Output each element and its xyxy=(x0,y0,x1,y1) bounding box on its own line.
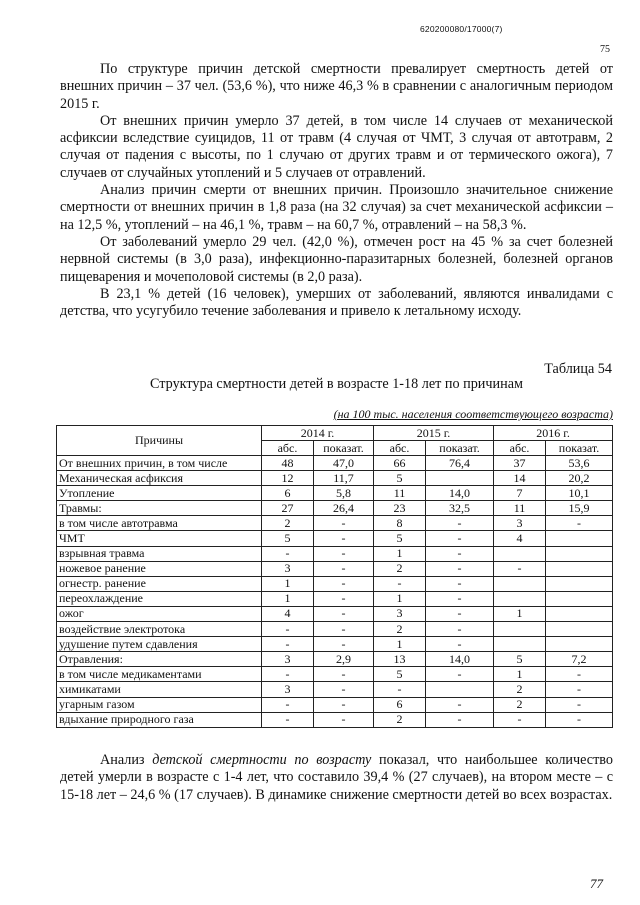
table-row xyxy=(57,682,613,697)
table-cell: 2 xyxy=(494,682,546,697)
table-cell: - xyxy=(426,667,494,682)
table-row xyxy=(57,561,613,576)
table-cell: 2 xyxy=(374,622,426,637)
table-cell: - xyxy=(314,682,374,697)
table-row xyxy=(57,486,613,501)
table-cell: - xyxy=(426,561,494,576)
table-cell: - xyxy=(262,622,314,637)
table-cell xyxy=(426,471,494,486)
paragraph-5: В 23,1 % детей (16 человек), умерших от заболеваний, являются инвалидами с детства, что усугубило течение заболевания и привело к летальному исходу. xyxy=(60,285,613,320)
table-cell: 2,9 xyxy=(314,652,374,667)
table-header-row xyxy=(57,426,613,441)
table-cell: 2 xyxy=(494,697,546,712)
table-cell: 7,2 xyxy=(546,652,613,667)
table-cell: 8 xyxy=(374,516,426,531)
cause-label: химикатами xyxy=(57,682,262,697)
table-cell: 13 xyxy=(374,652,426,667)
table-row xyxy=(57,652,613,667)
table-cell: - xyxy=(314,531,374,546)
table-cell: 1 xyxy=(262,576,314,591)
table-cell: - xyxy=(262,697,314,712)
table-cell: - xyxy=(426,697,494,712)
table-cell: - xyxy=(426,591,494,606)
table-cell: 76,4 xyxy=(426,456,494,471)
table-cell: - xyxy=(314,591,374,606)
subheader-abs: абс. xyxy=(374,441,426,456)
subheader-rate: показат. xyxy=(314,441,374,456)
table-cell: - xyxy=(426,576,494,591)
table-cell: - xyxy=(426,712,494,727)
body-text xyxy=(60,61,613,320)
header-cause: Причины xyxy=(57,426,262,456)
analysis-text-start: Анализ xyxy=(100,752,153,768)
table-cell: 1 xyxy=(374,637,426,652)
cause-label: Отравления: xyxy=(57,652,262,667)
table-cell: 14 xyxy=(494,471,546,486)
table-cell: 15,9 xyxy=(546,501,613,516)
table-row xyxy=(57,576,613,591)
paragraph-4: От заболеваний умерло 29 чел. (42,0 %), отмечен рост на 45 % за счет болезней нервной системы (в 3,0 раза), инфекционно-паразитарных болезней, болезней органов пищеварения и мочеполовой системы (в 2,0 раза). xyxy=(60,233,613,285)
table-cell xyxy=(546,531,613,546)
table-cell: 2 xyxy=(374,561,426,576)
table-cell: - xyxy=(314,546,374,561)
cause-label: угарным газом xyxy=(57,697,262,712)
table-cell: - xyxy=(426,531,494,546)
table-cell: - xyxy=(314,712,374,727)
table-cell xyxy=(546,591,613,606)
table-cell xyxy=(426,682,494,697)
table-cell: - xyxy=(426,516,494,531)
table-cell: - xyxy=(494,561,546,576)
table-row xyxy=(57,622,613,637)
table-cell: - xyxy=(426,546,494,561)
table-cell: 1 xyxy=(262,591,314,606)
table-cell: - xyxy=(546,516,613,531)
paragraph-3: Анализ причин смерти от внешних причин. Произошло значительное снижение смертности от внешних причин в 1,8 раза (на 32 случая) за счет механической асфиксии – на 12,5 %, утоплений – на 46,1 %, травм – на 60,7 %, отравлений – на 58,3 %. xyxy=(60,182,613,233)
table-cell: - xyxy=(262,637,314,652)
analysis-text-end: показал, что наибольшее количество детей умерли в возрасте с 1-4 лет, что составило 39,4 % (27 случаев), на втором месте – с 15-18 лет – 24,6 % (17 случаев). В динамике снижение смертности детей во всех возрастах. xyxy=(60,752,613,803)
header-year: 2014 г. xyxy=(262,426,374,441)
table-cell xyxy=(546,546,613,561)
table-cell: - xyxy=(314,561,374,576)
table-cell xyxy=(494,591,546,606)
table-cell: - xyxy=(262,712,314,727)
cause-label: Травмы: xyxy=(57,501,262,516)
cause-label: Утопление xyxy=(57,486,262,501)
table-cell xyxy=(494,576,546,591)
table-cell: - xyxy=(426,606,494,621)
table-row xyxy=(57,591,613,606)
table-cell: - xyxy=(314,667,374,682)
table-cell: - xyxy=(426,637,494,652)
table-row xyxy=(57,531,613,546)
table-cell: 4 xyxy=(494,531,546,546)
table-cell xyxy=(546,576,613,591)
table-title: Структура смертности детей в возрасте 1-18 лет по причинам xyxy=(150,376,523,392)
table-row xyxy=(57,697,613,712)
table-cell: 48 xyxy=(262,456,314,471)
table-cell: 4 xyxy=(262,606,314,621)
table-cell: 10,1 xyxy=(546,486,613,501)
table-row xyxy=(57,546,613,561)
table-cell: 6 xyxy=(374,697,426,712)
table-cell xyxy=(546,561,613,576)
table-note: (на 100 тыс. населения соответствующего возраста) xyxy=(333,407,613,421)
table-cell: 11 xyxy=(494,501,546,516)
table-cell xyxy=(494,622,546,637)
table-cell: 2 xyxy=(374,712,426,727)
subheader-rate: показат. xyxy=(546,441,613,456)
table-cell: - xyxy=(262,667,314,682)
analysis-emphasis: детской смертности по возрасту xyxy=(152,752,372,768)
table-cell: - xyxy=(314,637,374,652)
table-row xyxy=(57,712,613,727)
table-cell: 23 xyxy=(374,501,426,516)
table-cell: 47,0 xyxy=(314,456,374,471)
table-cell: - xyxy=(314,516,374,531)
paragraph-2: От внешних причин умерло 37 детей, в том числе 14 случаев от механической асфиксии вследствие суицидов, 11 от травм (4 случая от ЧМТ, 3 случая от автотравм, 2 случая от падения с высоты, по 1 случаю от других травм и от термического ожога), 7 случаев от случайных утоплений и 5 случаев от отравлений. xyxy=(60,112,613,181)
table-cell: - xyxy=(374,576,426,591)
table-cell: - xyxy=(494,712,546,727)
cause-label: Механическая асфиксия xyxy=(57,471,262,486)
table-cell: 5 xyxy=(374,531,426,546)
table-row xyxy=(57,606,613,621)
table-cell: 20,2 xyxy=(546,471,613,486)
subheader-abs: абс. xyxy=(262,441,314,456)
cause-label: удушение путем сдавления xyxy=(57,637,262,652)
cause-label: вдыхание природного газа xyxy=(57,712,262,727)
table-row xyxy=(57,471,613,486)
header-year: 2016 г. xyxy=(494,426,613,441)
table-cell: - xyxy=(546,697,613,712)
table-cell: 5 xyxy=(262,531,314,546)
table-cell: - xyxy=(262,546,314,561)
table-cell: 3 xyxy=(262,682,314,697)
table-row xyxy=(57,637,613,652)
table-cell: 3 xyxy=(374,606,426,621)
table-cell: 37 xyxy=(494,456,546,471)
table-cell: 14,0 xyxy=(426,652,494,667)
table-cell: 3 xyxy=(262,652,314,667)
header-year: 2015 г. xyxy=(374,426,494,441)
table-cell: - xyxy=(546,667,613,682)
cause-label: воздействие электротока xyxy=(57,622,262,637)
table-cell: 12 xyxy=(262,471,314,486)
cause-label: в том числе автотравма xyxy=(57,516,262,531)
table-cell: 3 xyxy=(262,561,314,576)
subheader-abs: абс. xyxy=(494,441,546,456)
table-cell xyxy=(494,637,546,652)
cause-label: взрывная травма xyxy=(57,546,262,561)
table-cell: - xyxy=(314,697,374,712)
table-cell: - xyxy=(314,622,374,637)
cause-label: в том числе медикаментами xyxy=(57,667,262,682)
table-row xyxy=(57,516,613,531)
table-cell: 7 xyxy=(494,486,546,501)
table-number: Таблица 54 xyxy=(544,361,612,377)
table-cell: 1 xyxy=(494,667,546,682)
table-cell xyxy=(546,637,613,652)
table-cell: - xyxy=(314,606,374,621)
table-cell: 27 xyxy=(262,501,314,516)
table-cell: 3 xyxy=(494,516,546,531)
mortality-table xyxy=(56,425,613,728)
table-cell: - xyxy=(546,712,613,727)
paragraph-1: По структуре причин детской смертности превалирует смертность детей от внешних причин – 37 чел. (53,6 %), что ниже 46,3 % в сравнении с аналогичным периодом 2015 г. xyxy=(60,61,613,112)
table-cell: - xyxy=(314,576,374,591)
table-cell: 53,6 xyxy=(546,456,613,471)
table-cell: - xyxy=(426,622,494,637)
table-row xyxy=(57,667,613,682)
table-cell: 66 xyxy=(374,456,426,471)
table-cell: 1 xyxy=(374,546,426,561)
table-cell: 11 xyxy=(374,486,426,501)
analysis-paragraph xyxy=(60,752,613,804)
subheader-rate: показат. xyxy=(426,441,494,456)
table-cell: 5,8 xyxy=(314,486,374,501)
table-cell: 5 xyxy=(374,667,426,682)
table-cell: - xyxy=(546,682,613,697)
cause-label: ожог xyxy=(57,606,262,621)
table-cell: 1 xyxy=(494,606,546,621)
table-cell: 5 xyxy=(494,652,546,667)
table-row xyxy=(57,501,613,516)
handwritten-page-mark: 77 xyxy=(590,876,603,891)
table-cell: 1 xyxy=(374,591,426,606)
table-cell: 14,0 xyxy=(426,486,494,501)
table-cell: 6 xyxy=(262,486,314,501)
cause-label: От внешних причин, в том числе xyxy=(57,456,262,471)
table-cell xyxy=(546,606,613,621)
table-cell: 32,5 xyxy=(426,501,494,516)
cause-label: ЧМТ xyxy=(57,531,262,546)
cause-label: ножевое ранение xyxy=(57,561,262,576)
table-cell: 11,7 xyxy=(314,471,374,486)
table-cell: 5 xyxy=(374,471,426,486)
table-cell: 2 xyxy=(262,516,314,531)
table-cell: - xyxy=(374,682,426,697)
table-row xyxy=(57,456,613,471)
table-cell xyxy=(546,622,613,637)
table-cell: 26,4 xyxy=(314,501,374,516)
page-number: 75 xyxy=(600,44,610,55)
document-id: 620200080/17000(7) xyxy=(420,24,503,34)
table-cell xyxy=(494,546,546,561)
cause-label: огнестр. ранение xyxy=(57,576,262,591)
cause-label: переохлаждение xyxy=(57,591,262,606)
